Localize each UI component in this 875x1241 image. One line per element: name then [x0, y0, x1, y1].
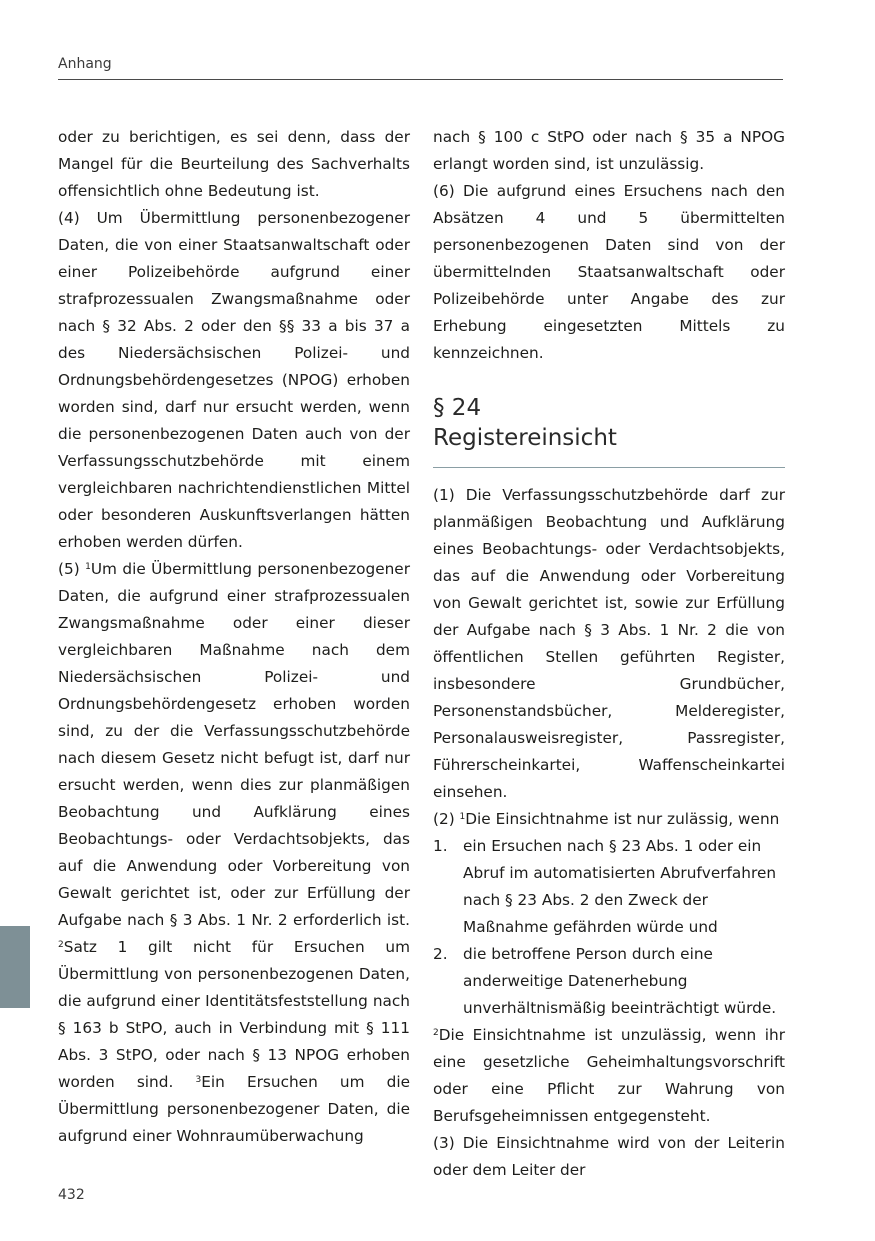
section-number: § 24: [433, 395, 482, 421]
paragraph-5: [58, 556, 410, 1150]
running-header: Anhang: [58, 56, 112, 72]
list-item-number: 2.: [433, 945, 448, 963]
sentence-marker-1: 1: [459, 812, 466, 822]
paragraph-2: [433, 806, 785, 833]
paragraph-1: (1) Die Verfassungsschutzbehörde darf zur planmäßigen Beobachtung und Aufklärung eines Beobachtungs- oder Verdachtsobjekts, das auf die Anwendung oder Vorbereitung von Gewalt gerichtet ist, sowie zur Erfüllung der Aufgabe nach § 3 Abs. 1 Nr. 2 die von öffentlichen Stellen geführten Register, insbesondere Grundbücher, Personenstandsbücher, Melderegister, Personalausweisregister, Passregister, Führerscheinkartei, Waffenscheinkartei einsehen.: [433, 486, 785, 801]
paragraph-2-sentence-2: [433, 1022, 785, 1130]
paragraph-5-prefix: (5): [58, 560, 86, 578]
heading-divider: [433, 467, 785, 468]
paragraph-4: (4) Um Übermittlung personenbezogener Daten, die von einer Staatsanwaltschaft oder einer Polizeibehörde aufgrund einer strafprozessualen Zwangsmaßnahme oder nach § 32 Abs. 2 oder den §§ 33 a bis 37 a des Niedersächsischen Polizei- und Ordnungsbehördengesetzes (NPOG) erhoben worden sind, darf nur ersucht werden, wenn die personenbezogenen Daten auch von der Verfassungsschutzbehörde mit einem vergleichbaren nachrichtendienstlichen Mittel oder besonderen Auskunftsverlangen hätten erhoben werden dürfen.: [58, 209, 410, 551]
left-column: [58, 124, 410, 1150]
numbered-list: [433, 833, 785, 1022]
section-heading: [433, 393, 785, 453]
sentence-marker-2: 2: [58, 940, 64, 950]
header-divider: [58, 79, 783, 80]
paragraph-3: (3) Die Einsichtnahme wird von der Leiterin oder dem Leiter der: [433, 1134, 785, 1179]
section-title: Registereinsicht: [433, 425, 617, 451]
chapter-side-tab: [0, 926, 30, 1008]
paragraph-2-prefix: (2): [433, 810, 460, 828]
paragraph-5-continuation: nach § 100 c StPO oder nach § 35 a NPOG erlangt worden sind, ist unzulässig.: [433, 128, 785, 173]
list-item: [433, 941, 785, 1022]
paragraph-2-sentence-2-text: Die Einsichtnahme ist unzulässig, wenn ihr eine gesetzliche Geheimhaltungsvorschrift oder eine Pflicht zur Wahrung von Berufsgeheimnissen entgegensteht.: [433, 1026, 785, 1125]
paragraph-5-sentence-1: Um die Übermittlung personenbezogener Daten, die aufgrund einer strafprozessualen Zwangsmaßnahme oder einer dieser vergleichbaren Maßnahme nach dem Niedersächsischen Polizei- und Ordnungsbehördengesetz erhoben worden sind, zu der die Verfassungsschutzbehörde nach diesem Gesetz nicht befugt ist, darf nur ersucht werden, wenn dies zur planmäßigen Beobachtung und Aufklärung eines Beobachtungs- oder Verdachtsobjekts, das auf die Anwendung oder Vorbereitung von Gewalt gerichtet ist, oder zur Erfüllung der Aufgabe nach § 3 Abs. 1 Nr. 2 erforderlich ist.: [58, 560, 410, 929]
paragraph-5-sentence-3: Ein Ersuchen um die Übermittlung personenbezogener Daten, die aufgrund einer Wohnraumüberwachung: [58, 1073, 411, 1145]
sentence-marker-3: 3: [195, 1075, 202, 1085]
paragraph-2-sentence-1: Die Einsichtnahme ist nur zulässig, wenn: [465, 810, 780, 828]
paragraph-6: (6) Die aufgrund eines Ersuchens nach den Absätzen 4 und 5 übermittelten personenbezogenen Daten sind von der übermittelnden Staatsanwaltschaft oder Polizeibehörde unter Angabe des zur Erhebung eingesetzten Mittels zu kennzeichnen.: [433, 182, 785, 362]
paragraph-5-sentence-2: Satz 1 gilt nicht für Ersuchen um Übermittlung von personenbezogenen Daten, die aufgrund einer Identitätsfeststellung nach § 163 b StPO, auch in Verbindung mit § 111 Abs. 3 StPO, oder nach § 13 NPOG erhoben worden sind.: [58, 938, 410, 1091]
sentence-marker-1: 1: [85, 562, 91, 572]
list-item-text: die betroffene Person durch eine anderweitige Datenerhebung unverhältnismäßig beeinträchtigt würde.: [463, 945, 777, 1017]
paragraph-continuation: oder zu berichtigen, es sei denn, dass der Mangel für die Beurteilung des Sachverhalts offensichtlich ohne Bedeutung ist.: [58, 128, 410, 200]
list-item-number: 1.: [433, 837, 448, 855]
page-number: 432: [58, 1187, 85, 1203]
list-item: [433, 833, 785, 941]
sentence-marker-2: 2: [433, 1028, 439, 1038]
right-column: [433, 124, 785, 1184]
list-item-text: ein Ersuchen nach § 23 Abs. 1 oder ein Abruf im automatisierten Abrufverfahren nach § 23 Abs. 2 den Zweck der Maßnahme gefährden würde und: [463, 837, 777, 936]
